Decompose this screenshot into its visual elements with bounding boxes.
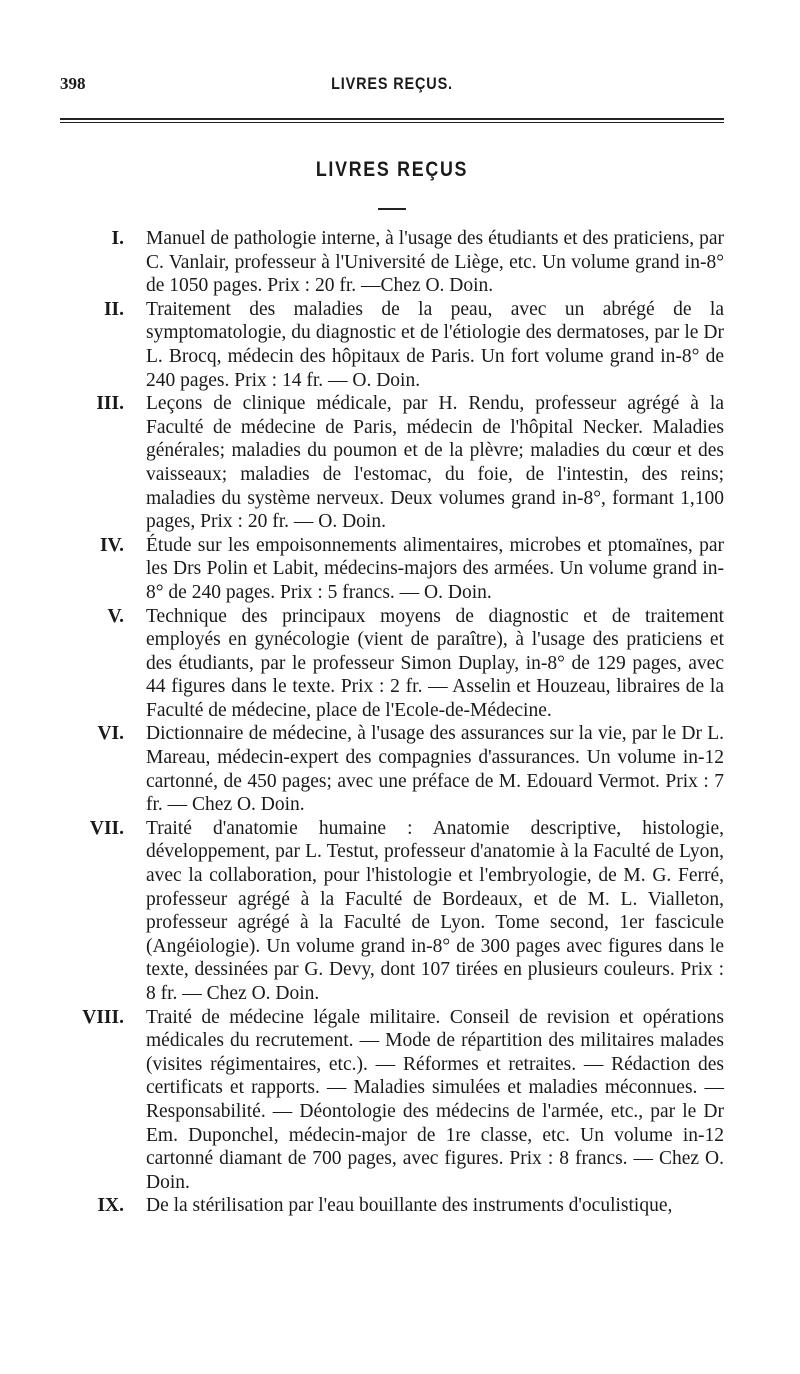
header-rule bbox=[60, 118, 724, 123]
entry-numeral: IV. bbox=[99, 534, 124, 556]
page-number: 398 bbox=[60, 74, 86, 93]
book-entry bbox=[60, 722, 724, 816]
section-title: LIVRES REÇUS bbox=[315, 158, 469, 181]
entry-text: Traité de médecine légale militaire. Conseil de revision et opérations médicales du recrutement. — Mode de répartition des militaires malades (visites régimentaires, etc.). — Réformes et retraites. — Rédaction des certificats et rapports. — Maladies simulées et maladies méconnues. — Responsabilité. — Déontologie des médecins de l'armée, etc., par le Dr Em. Duponchel, médecin-major de 1re classe, etc. Un volume in-12 cartonné diamant de 700 pages, avec figures. Prix : 8 francs. — Chez O. Doin. bbox=[146, 1006, 724, 1193]
entry-numeral: IX. bbox=[97, 1195, 124, 1217]
entry-text: Étude sur les empoisonnements alimentaires, microbes et ptomaïnes, par les Drs Polin et Labit, médecins-majors des armées. Un volume grand in-8° de 240 pages. Prix : 5 francs. — O. Doin. bbox=[146, 534, 724, 603]
entry-text: Traité d'anatomie humaine : Anatomie descriptive, histologie, développement, par L. Testut, professeur d'anatomie à la Faculté de Lyon, avec la collaboration, pour l'histologie et l'embryologie, de M. G. Ferré, professeur agrégé à la Faculté de Bordeaux, et de M. L. Vialleton, professeur agrégé à la Faculté de Lyon. Tome second, 1er fascicule (Angéiologie). Un volume grand in-8° de 300 pages avec figures dans le texte, dessinées par G. Devy, dont 107 tirées en plusieurs couleurs. Prix : 8 fr. — Chez O. Doin. bbox=[146, 817, 724, 1004]
entry-numeral: II. bbox=[103, 298, 124, 320]
entry-numeral: V. bbox=[107, 605, 124, 627]
entry-text: Leçons de clinique médicale, par H. Rendu, professeur agrégé à la Faculté de médecine de Paris, médecin de l'hôpital Necker. Maladies générales; maladies du poumon et de la plèvre; maladies du cœur et des vaisseaux; maladies de l'estomac, du foie, de l'intestin, des reins; maladies du système nerveux. Deux volumes grand in-8°, formant 1,100 pages, Prix : 20 fr. — O. Doin. bbox=[146, 393, 724, 533]
book-entry bbox=[60, 534, 724, 605]
book-entry bbox=[60, 227, 724, 298]
entry-numeral: VIII. bbox=[82, 1006, 124, 1028]
entry-numeral: I. bbox=[111, 228, 124, 249]
entry-text: Dictionnaire de médecine, à l'usage des assurances sur la vie, par le Dr L. Mareau, médecin-expert des compagnies d'assurances. Un volume in-12 cartonné, de 450 pages; avec une préface de M. Edouard Vermot. Prix : 7 fr. — Chez O. Doin. bbox=[146, 723, 724, 816]
book-entry bbox=[60, 1006, 724, 1195]
running-title: LIVRES REÇUS. bbox=[331, 74, 453, 93]
entry-numeral: III. bbox=[96, 393, 124, 415]
running-head bbox=[60, 74, 724, 104]
book-entry bbox=[60, 298, 724, 392]
entry-text: Manuel de pathologie interne, à l'usage des étudiants et des praticiens, par C. Vanlair, professeur à l'Université de Liège, etc. Un volume grand in-8° de 1050 pages. Prix : 20 fr. —Chez O. Doin. bbox=[146, 228, 724, 297]
book-entry bbox=[60, 817, 724, 1006]
entry-numeral: VI. bbox=[97, 723, 124, 745]
title-dash bbox=[378, 208, 406, 210]
book-entry bbox=[60, 392, 724, 534]
book-entry bbox=[60, 1194, 724, 1218]
book-entry bbox=[60, 605, 724, 723]
entry-text: Technique des principaux moyens de diagnostic et de traitement employés en gynécologie (vient de paraître), à l'usage des praticiens et des étudiants, par le professeur Simon Duplay, in-8° de 129 pages, avec 44 figures dans le texte. Prix : 2 fr. — Asselin et Houzeau, libraires de la Faculté de médecine, place de l'Ecole-de-Médecine. bbox=[146, 605, 724, 721]
book-list bbox=[60, 227, 724, 1218]
entry-text: De la stérilisation par l'eau bouillante des instruments d'oculistique, bbox=[146, 1195, 673, 1217]
entry-text: Traitement des maladies de la peau, avec un abrégé de la symptomatologie, du diagnostic et de l'étiologie des dermatoses, par le Dr L. Brocq, médecin des hôpitaux de Paris. Un fort volume grand in-8° de 240 pages. Prix : 14 fr. — O. Doin. bbox=[146, 298, 724, 391]
entry-numeral: VII. bbox=[89, 817, 124, 839]
